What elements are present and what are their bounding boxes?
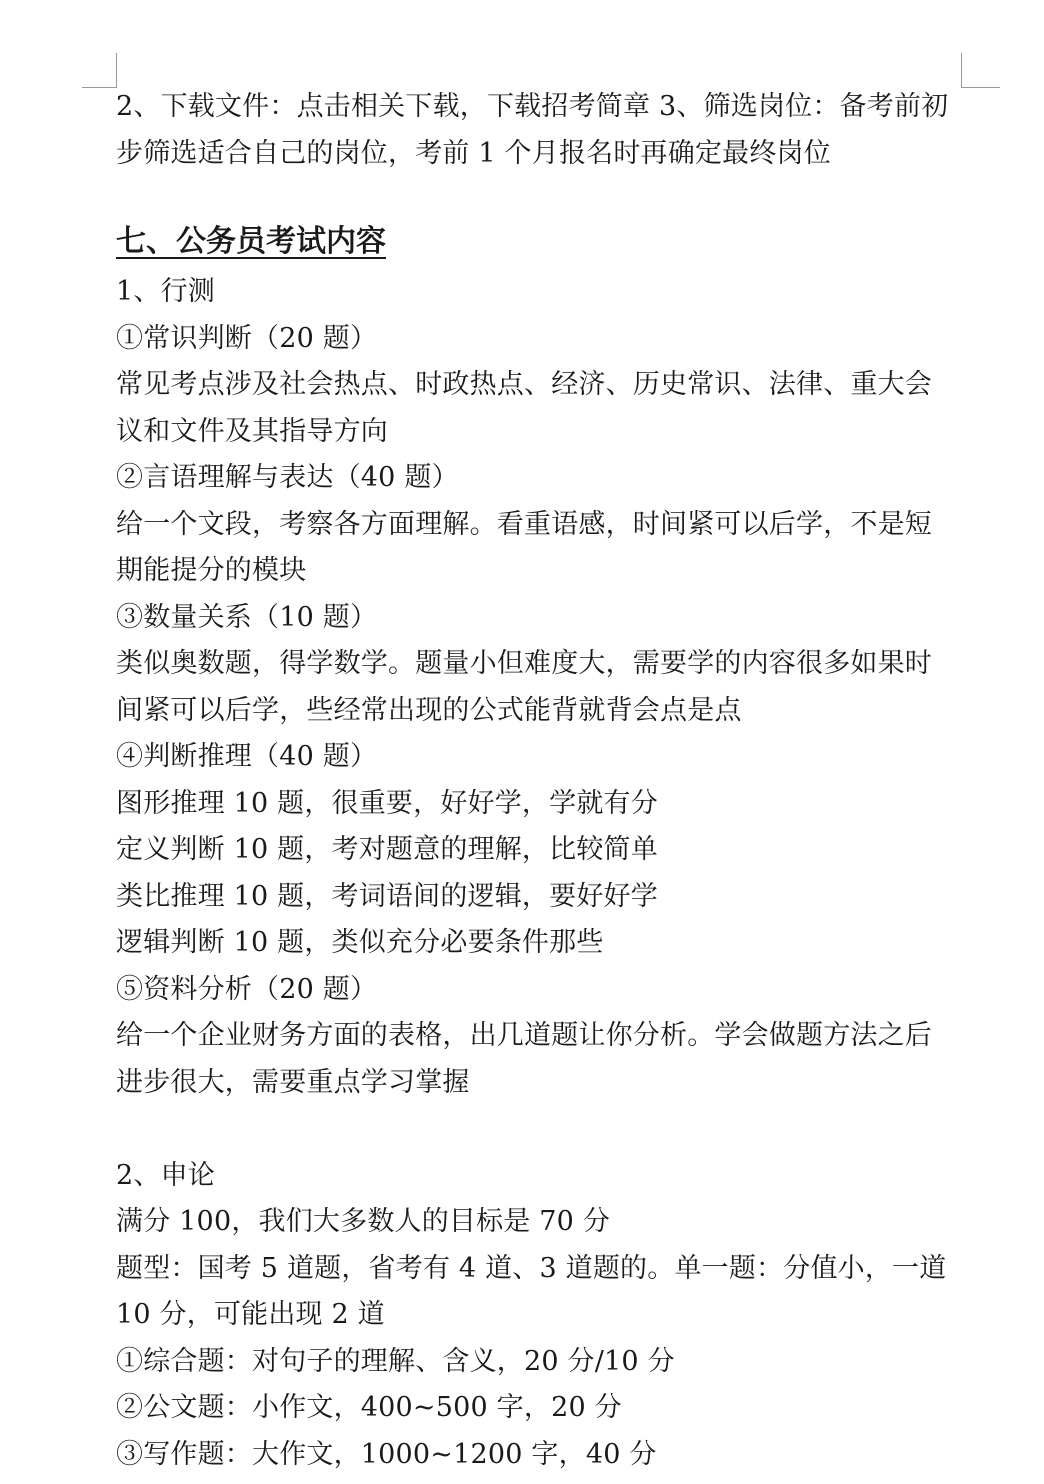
text-line: 逻辑判断 10 题，类似充分必要条件那些 (116, 927, 604, 958)
list-item: ②公文题：小作文，400~500 字，20 分 (116, 1392, 622, 1423)
text-line: 期能提分的模块 (116, 555, 307, 586)
text-line: 给一个文段，考察各方面理解。看重语感，时间紧可以后学，不是短 (116, 508, 932, 540)
list-item: ⑤资料分析（20 题） (116, 973, 378, 1005)
text-line: 类比推理 10 题，考词语间的逻辑，要好好学 (116, 880, 658, 912)
section-heading: 七、公务员考试内容 (116, 224, 386, 259)
text-line: 2、下载文件：点击相关下载，下载招考简章 3、筛选岗位：备考前初 (116, 91, 949, 122)
text-line: 进步很大，需要重点学习掌握 (116, 1066, 470, 1098)
text-line: 类似奥数题，得学数学。题量小但难度大，需要学的内容很多如果时 (116, 648, 932, 679)
list-item: ③数量关系（10 题） (116, 601, 378, 633)
list-item: ①综合题：对句子的理解、含义，20 分/10 分 (116, 1345, 675, 1377)
text-line: 步筛选适合自己的岗位，考前 1 个月报名时再确定最终岗位 (116, 137, 831, 169)
text-line: 题型：国考 5 道题，省考有 4 道、3 道题的。单一题：分值小，一道 (116, 1252, 947, 1284)
shenlun-section (116, 1153, 976, 1479)
text-line: 图形推理 10 题，很重要，好好学，学就有分 (116, 787, 658, 819)
list-item: ④判断推理（40 题） (116, 741, 378, 772)
list-item: ①常识判断（20 题） (116, 322, 378, 354)
text-line: 间紧可以后学，些经常出现的公式能背就背会点是点 (116, 694, 742, 726)
text-line: 10 分，可能出现 2 道 (116, 1299, 385, 1330)
list-item: ③写作题：大作文，1000~1200 字，40 分 (116, 1438, 657, 1470)
subsection-title: 1、行测 (116, 276, 215, 307)
intro-paragraph (116, 84, 976, 177)
text-line: 定义判断 10 题，考对题意的理解，比较简单 (116, 834, 658, 865)
subsection-title: 2、申论 (116, 1159, 215, 1191)
xingce-section (116, 269, 976, 1106)
text-line: 给一个企业财务方面的表格，出几道题让你分析。学会做题方法之后 (116, 1020, 932, 1051)
text-line: 常见考点涉及社会热点、时政热点、经济、历史常识、法律、重大会 (116, 369, 932, 400)
text-line: 满分 100，我们大多数人的目标是 70 分 (116, 1206, 611, 1237)
document-body (116, 84, 976, 1478)
text-line: 议和文件及其指导方向 (116, 415, 388, 447)
crop-mark-top-left (82, 53, 117, 88)
list-item: ②言语理解与表达（40 题） (116, 462, 459, 493)
crop-mark-top-right (961, 53, 1000, 88)
